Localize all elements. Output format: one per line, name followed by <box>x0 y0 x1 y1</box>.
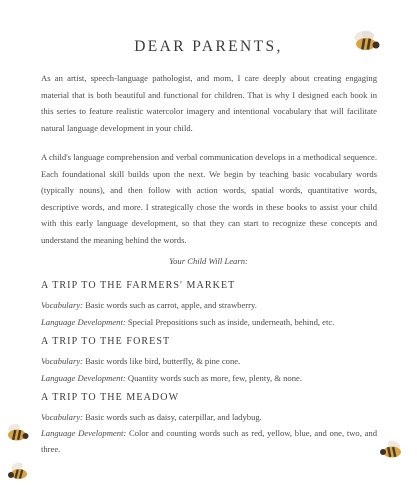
section-heading-meadow: A TRIP TO THE MEADOW <box>41 392 180 403</box>
language-development-text: Special Prepositions such as inside, underneath, behind, etc. <box>125 317 335 327</box>
vocabulary-text: Basic words such as daisy, caterpillar, and ladybug. <box>83 412 262 422</box>
section-heading-farmers-market: A TRIP TO THE FARMERS' MARKET <box>41 280 236 291</box>
bee-icon <box>349 30 383 52</box>
section-language-development <box>41 425 377 457</box>
learn-heading: Your Child Will Learn: <box>169 256 248 266</box>
vocabulary-text: Basic words like bird, butterfly, & pine cone. <box>83 356 241 366</box>
language-development-text: Quantity words such as more, few, plenty, & none. <box>125 373 302 383</box>
bee-icon <box>6 462 32 482</box>
vocabulary-text: Basic words such as carrot, apple, and strawberry. <box>83 300 257 310</box>
intro-paragraph: As an artist, speech-language pathologist, and mom, I care deeply about creating engaging material that is both beautiful and functional for children. That is why I designed each book in this series to feature realistic watercolor imagery and intentional vocabulary that will facilitate natural language development in your child. <box>41 73 377 133</box>
section-language-development <box>41 370 377 386</box>
vocabulary-label: Vocabulary: <box>41 300 84 310</box>
language-development-label: Language Development: <box>41 317 126 327</box>
vocabulary-label: Vocabulary: <box>41 356 84 366</box>
vocabulary-label: Vocabulary: <box>41 412 84 422</box>
section-heading-forest: A TRIP TO THE FOREST <box>41 336 171 347</box>
section-vocabulary <box>41 353 377 369</box>
section-vocabulary <box>41 409 377 425</box>
bee-icon <box>2 423 30 443</box>
language-development-text: Color and counting words such as red, yellow, blue, and one, two, and three. <box>41 428 377 455</box>
section-language-development <box>41 314 377 330</box>
language-development-label: Language Development: <box>41 428 127 438</box>
page-title: DEAR PARENTS, <box>134 38 283 55</box>
language-development-label: Language Development: <box>41 373 126 383</box>
section-vocabulary <box>41 297 377 313</box>
development-paragraph: A child's language comprehension and verbal communication develops in a methodical sequence. Each foundational skill builds upon the next. We begin by teaching basic vocabulary words (typically nouns), and then follow with action words, spatial words, quantitative words, descriptive words, and more. I strategically chose the words in these books to assist your child with this early language development, so that they can start to recognize these concepts and understand the meaning behind the words. <box>41 152 377 245</box>
bee-icon <box>378 440 408 460</box>
